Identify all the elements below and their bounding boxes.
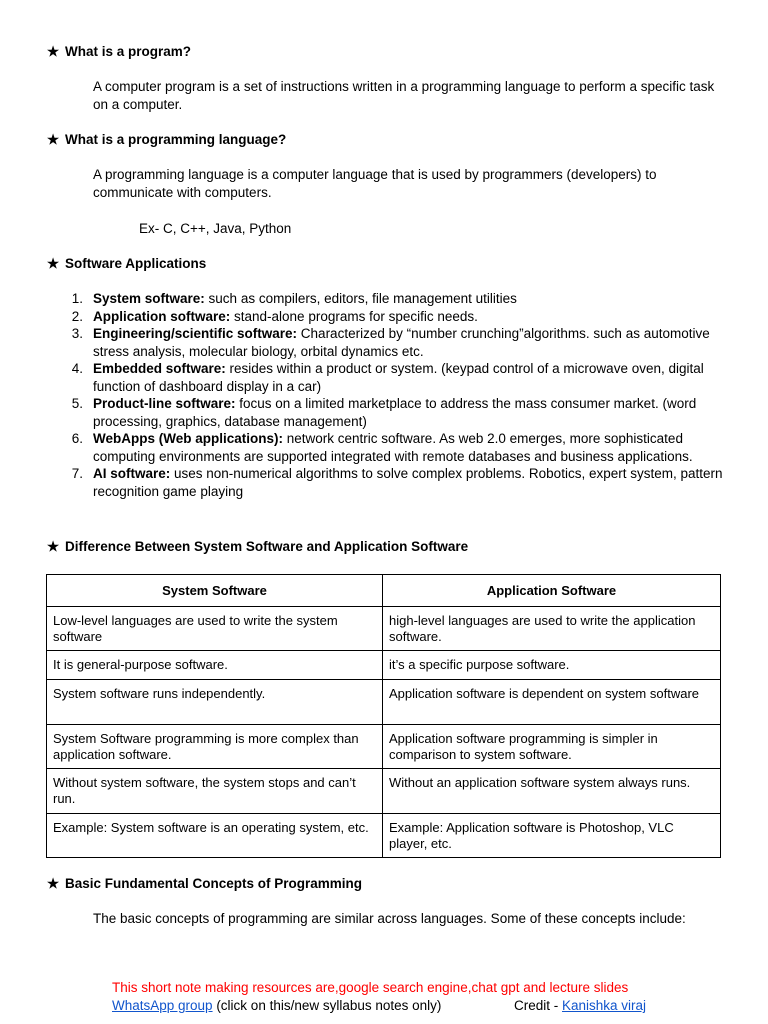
whatsapp-link-suffix: (click on this/new syllabus notes only)	[212, 998, 442, 1013]
table-cell: Application software is dependent on system software	[383, 680, 721, 725]
table-cell: Low-level languages are used to write the system software	[47, 607, 383, 651]
table-row	[47, 814, 721, 858]
heading-difference: ★ Difference Between System Software and Application Software	[47, 539, 469, 554]
star-icon: ★	[47, 44, 60, 59]
heading-programming-language: ★ What is a programming language?	[47, 132, 287, 147]
comparison-table	[46, 574, 721, 858]
language-definition: A programming language is a computer language that is used by programmers (developers) to communicate with computers.	[93, 167, 657, 200]
list-item: 6. WebApps (Web applications): network centric software. As web 2.0 emerges, more sophisticated computing environments are supported integrated with remote databases and business applications.	[71, 431, 693, 464]
program-definition: A computer program is a set of instructions written in a programming language to perform a specific task on a computer.	[93, 79, 715, 112]
whatsapp-group-link[interactable]: WhatsApp group	[112, 998, 213, 1013]
table-cell: it’s a specific purpose software.	[383, 651, 721, 680]
table-row	[47, 725, 721, 769]
footer-resources-note: This short note making resources are,google search engine,chat gpt and lecture slides	[112, 980, 629, 995]
table-cell: System Software programming is more complex than application software.	[47, 725, 383, 769]
table-row	[47, 607, 721, 651]
language-examples: Ex- C, C++, Java, Python	[139, 221, 292, 236]
table-header-row	[47, 575, 721, 607]
star-icon: ★	[47, 539, 60, 554]
credit-label: Credit -	[514, 998, 563, 1013]
table-cell: Application software programming is simpler in comparison to system software.	[383, 725, 721, 769]
list-item: 3. Engineering/scientific software: Characterized by “number crunching”algorithms. such as automotive stress analysis, molecular biology, orbital dynamics etc.	[71, 326, 710, 359]
table-cell: It is general-purpose software.	[47, 651, 383, 680]
table-cell: Without an application software system always runs.	[383, 769, 721, 814]
list-item: 1. System software: such as compilers, editors, file management utilities	[71, 291, 517, 306]
column-header-system: System Software	[47, 575, 383, 607]
list-item: 7. AI software: uses non-numerical algorithms to solve complex problems. Robotics, expert system, pattern recognition game playing	[71, 466, 723, 499]
list-item: 4. Embedded software: resides within a product or system. (keypad control of a microwave oven, digital function of dashboard display in a car)	[71, 361, 704, 394]
heading-what-is-program: ★ What is a program?	[47, 44, 192, 59]
list-item: 2. Application software: stand-alone programs for specific needs.	[71, 308, 478, 324]
heading-software-applications: ★ Software Applications	[47, 256, 207, 271]
table-cell: Example: Application software is Photoshop, VLC player, etc.	[383, 814, 721, 858]
concepts-intro: The basic concepts of programming are similar across languages. Some of these concepts include:	[93, 911, 686, 926]
table-row	[47, 769, 721, 814]
credit-author-link[interactable]: Kanishka viraj	[562, 998, 647, 1013]
table-cell: high-level languages are used to write the application software.	[383, 607, 721, 651]
star-icon: ★	[47, 256, 60, 271]
table-cell: Example: System software is an operating system, etc.	[47, 814, 383, 858]
heading-fundamental-concepts: ★ Basic Fundamental Concepts of Programming	[47, 876, 363, 891]
list-item: 5. Product-line software: focus on a limited marketplace to address the mass consumer market. (word processing, graphics, database management)	[71, 396, 697, 429]
table-cell: System software runs independently.	[47, 680, 383, 725]
software-applications-list	[66, 290, 726, 500]
table-row	[47, 651, 721, 680]
footer-credit	[514, 997, 646, 1015]
table-cell: Without system software, the system stops and can’t run.	[47, 769, 383, 814]
table-row	[47, 680, 721, 725]
footer-whatsapp-line	[112, 997, 441, 1015]
star-icon: ★	[47, 132, 60, 147]
column-header-application: Application Software	[383, 575, 721, 607]
star-icon: ★	[47, 876, 60, 891]
